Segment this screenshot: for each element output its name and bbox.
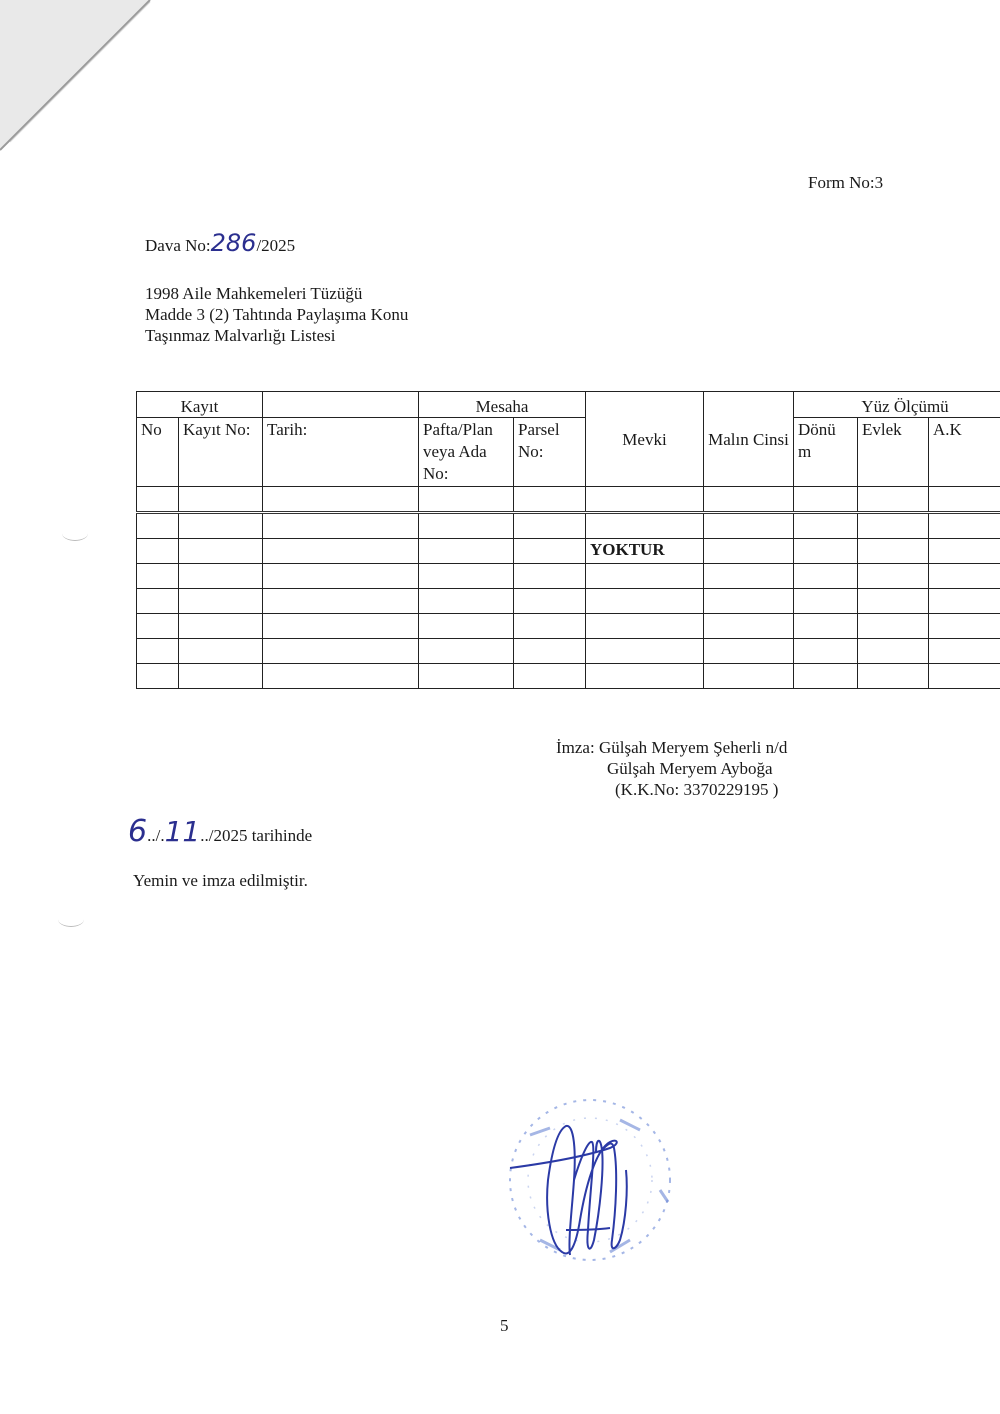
table-row xyxy=(137,614,1000,639)
punch-hole xyxy=(58,912,84,927)
table-row xyxy=(137,539,1000,564)
case-number xyxy=(145,229,295,257)
case-number-year: /2025 xyxy=(256,236,296,255)
header-pafta: Pafta/Plan veya Ada No: xyxy=(419,418,514,487)
table-row xyxy=(137,639,1000,664)
case-number-handwritten: 286 xyxy=(210,229,257,257)
date-month: 11 xyxy=(164,815,201,848)
heading-line-3: Taşınmaz Malvarlığı Listesi xyxy=(145,326,336,345)
document-heading xyxy=(145,283,408,346)
handwritten-signature-icon xyxy=(510,1126,627,1255)
oath-statement: Yemin ve imza edilmiştir. xyxy=(133,871,308,890)
heading-line-2: Madde 3 (2) Tahtında Paylaşıma Konu xyxy=(145,305,409,324)
form-number: Form No:3 xyxy=(808,173,884,192)
header-kayit-no: Kayıt No: xyxy=(179,418,263,487)
stamp-icon xyxy=(510,1100,670,1260)
signature-name-2: Gülşah Meryem Ayboğa xyxy=(607,759,773,778)
date-year: ../2025 xyxy=(200,826,248,845)
signature-id: (K.K.No: 3370229195 ) xyxy=(615,780,779,799)
table-row xyxy=(137,664,1000,689)
signature-name-1: Gülşah Meryem Şeherli n/d xyxy=(598,738,788,757)
punch-hole xyxy=(62,526,88,541)
table-row xyxy=(137,564,1000,589)
header-ak: A.K xyxy=(929,418,1000,487)
header-tarih: Tarih: xyxy=(263,418,419,487)
signature-block xyxy=(556,737,787,800)
header-blank xyxy=(263,392,419,418)
date-separator-1: ../. xyxy=(147,826,165,845)
header-kayit: Kayıt xyxy=(137,392,263,418)
yoktur-value: YOKTUR xyxy=(586,539,704,564)
header-mesaha: Mesaha xyxy=(419,392,586,418)
header-parsel: Parsel No: xyxy=(514,418,586,487)
header-no: No xyxy=(137,418,179,487)
header-malin-cinsi: Malın Cinsi xyxy=(704,392,794,487)
date-day: 6 xyxy=(128,814,148,849)
folded-corner xyxy=(0,0,200,200)
table-row xyxy=(137,513,1000,539)
heading-line-1: 1998 Aile Mahkemeleri Tüzüğü xyxy=(145,284,363,303)
table-row xyxy=(137,589,1000,614)
property-list-table xyxy=(136,391,1000,689)
stamp-signature xyxy=(470,1080,710,1280)
table-row xyxy=(137,487,1000,513)
header-yuz-olcumu: Yüz Ölçümü xyxy=(794,392,1000,418)
page-number: 5 xyxy=(500,1316,509,1335)
header-mevki: Mevki xyxy=(586,392,704,487)
oath-date xyxy=(128,814,312,849)
case-number-label: Dava No: xyxy=(145,236,211,255)
signature-label: İmza: xyxy=(556,738,595,757)
header-donum: Dönü m xyxy=(794,418,858,487)
date-suffix: tarihinde xyxy=(247,826,313,845)
header-evlek: Evlek xyxy=(858,418,929,487)
